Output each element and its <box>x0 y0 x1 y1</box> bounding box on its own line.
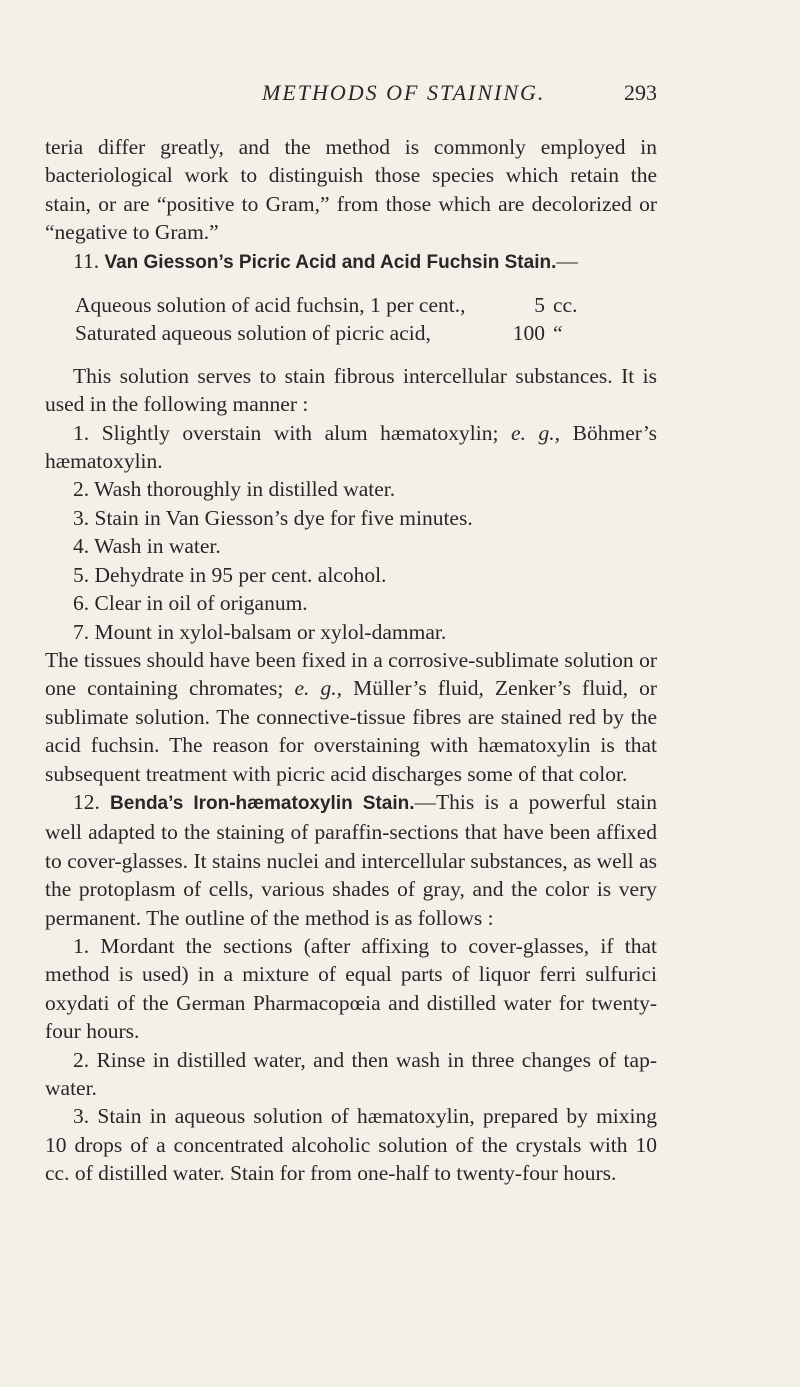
formula-unit: “ <box>553 321 563 346</box>
step-text: Rinse in distilled water, and then wash in three changes of tap-water. <box>45 1047 657 1100</box>
step-item <box>45 561 657 589</box>
step-item <box>45 532 657 560</box>
formula-row <box>45 319 657 347</box>
step-number: 2. <box>73 1047 90 1072</box>
section-11-note <box>45 646 657 788</box>
step-item <box>45 419 657 476</box>
running-head: METHODS OF STAINING. <box>262 80 546 105</box>
step-text: Mordant the sections (after affixing to cover-glasses, if that method is used) in a mixture of equal parts of liquor ferri sulfurici oxydati of the German Pharmacopœia and distilled water for twenty-four hours. <box>45 933 657 1044</box>
step-number: 1. <box>73 933 90 958</box>
formula-quantity: 5 <box>534 293 545 318</box>
step-number: 1. <box>73 420 90 445</box>
page-body <box>45 133 657 1188</box>
step-item <box>45 475 657 503</box>
section-11-heading <box>45 247 657 277</box>
note-text: The tissues should have been fixed in a corrosive-sublimate solution or one containing chromates; <box>45 647 657 701</box>
step-item <box>45 1046 657 1103</box>
eg-abbrev: e. g., <box>511 420 561 445</box>
step-number: 5. <box>73 562 90 587</box>
intro-paragraph: teria differ greatly, and the method is commonly employed in bacteriological work to distinguish those species which retain the stain, or are “positive to Gram,” from those which are decolorized or “negative to Gram.” <box>45 135 657 245</box>
step-text: Dehydrate in 95 per cent. alcohol. <box>94 562 387 587</box>
section-12-title: Benda’s Iron-hæmatoxylin Stain. <box>110 792 415 814</box>
section-12-text: This is a powerful stain well adapted to the staining of paraffin-sections that have been affixed to cover-glasses. It stains nuclei and intercellular substances, as well as the protoplasm of cells, various shades of gray, and the color is very permanent. The outline of the method is as follows : <box>45 789 658 930</box>
section-11-title: Van Giesson’s Picric Acid and Acid Fuchsin Stain. <box>104 251 557 273</box>
formula-table <box>45 291 657 348</box>
section-12-paragraph <box>45 788 657 932</box>
step-text: Clear in oil of origanum. <box>94 591 308 616</box>
step-number: 3. <box>73 505 90 530</box>
step-text: Wash in water. <box>94 534 221 559</box>
step-text: Böhmer’s hæmatoxylin. <box>45 420 658 474</box>
step-number: 2. <box>73 477 90 502</box>
section-11-dash: — <box>556 248 578 273</box>
step-number: 7. <box>73 619 90 644</box>
step-item <box>45 618 657 646</box>
section-11-number: 11. <box>73 248 100 273</box>
step-number: 3. <box>73 1104 90 1129</box>
note-text: Müller’s fluid, Zenker’s fluid, or sublimate solution. The connective-tissue fibres are stained red by the acid fuchsin. The reason for overstaining with hæmatoxylin is that subsequent treatment with picric acid discharges some of that color. <box>45 676 658 786</box>
formula-ingredient: Saturated aqueous solution of picric acid, <box>75 321 431 346</box>
step-item <box>45 589 657 617</box>
eg-abbrev: e. g., <box>294 676 342 701</box>
formula-quantity: 100 <box>512 321 545 346</box>
formula-row <box>45 291 657 319</box>
step-item <box>45 932 657 1046</box>
section-11-usage: This solution serves to stain fibrous intercellular substances. It is used in the following manner : <box>45 363 657 417</box>
step-number: 6. <box>73 591 90 616</box>
step-text: Mount in xylol-balsam or xylol-dammar. <box>94 619 447 644</box>
page-number: 293 <box>624 80 657 105</box>
formula-unit: cc. <box>553 293 578 318</box>
step-item <box>45 1102 657 1187</box>
section-12-number: 12. <box>73 789 100 814</box>
step-item <box>45 504 657 532</box>
step-text: Stain in Van Giesson’s dye for five minutes. <box>94 505 473 530</box>
step-text: Stain in aqueous solution of hæmatoxylin, prepared by mixing 10 drops of a concentrated alcoholic solution of the crystals with 10 cc. of distilled water. Stain for from one-half to twenty-four hours. <box>45 1104 658 1186</box>
section-12-dash: — <box>414 789 437 814</box>
formula-ingredient: Aqueous solution of acid fuchsin, 1 per cent., <box>75 293 466 318</box>
step-text: Wash thoroughly in distilled water. <box>94 477 396 502</box>
page-header <box>0 80 800 120</box>
step-text: Slightly overstain with alum hæmatoxylin; <box>101 420 499 445</box>
step-number: 4. <box>73 534 90 559</box>
